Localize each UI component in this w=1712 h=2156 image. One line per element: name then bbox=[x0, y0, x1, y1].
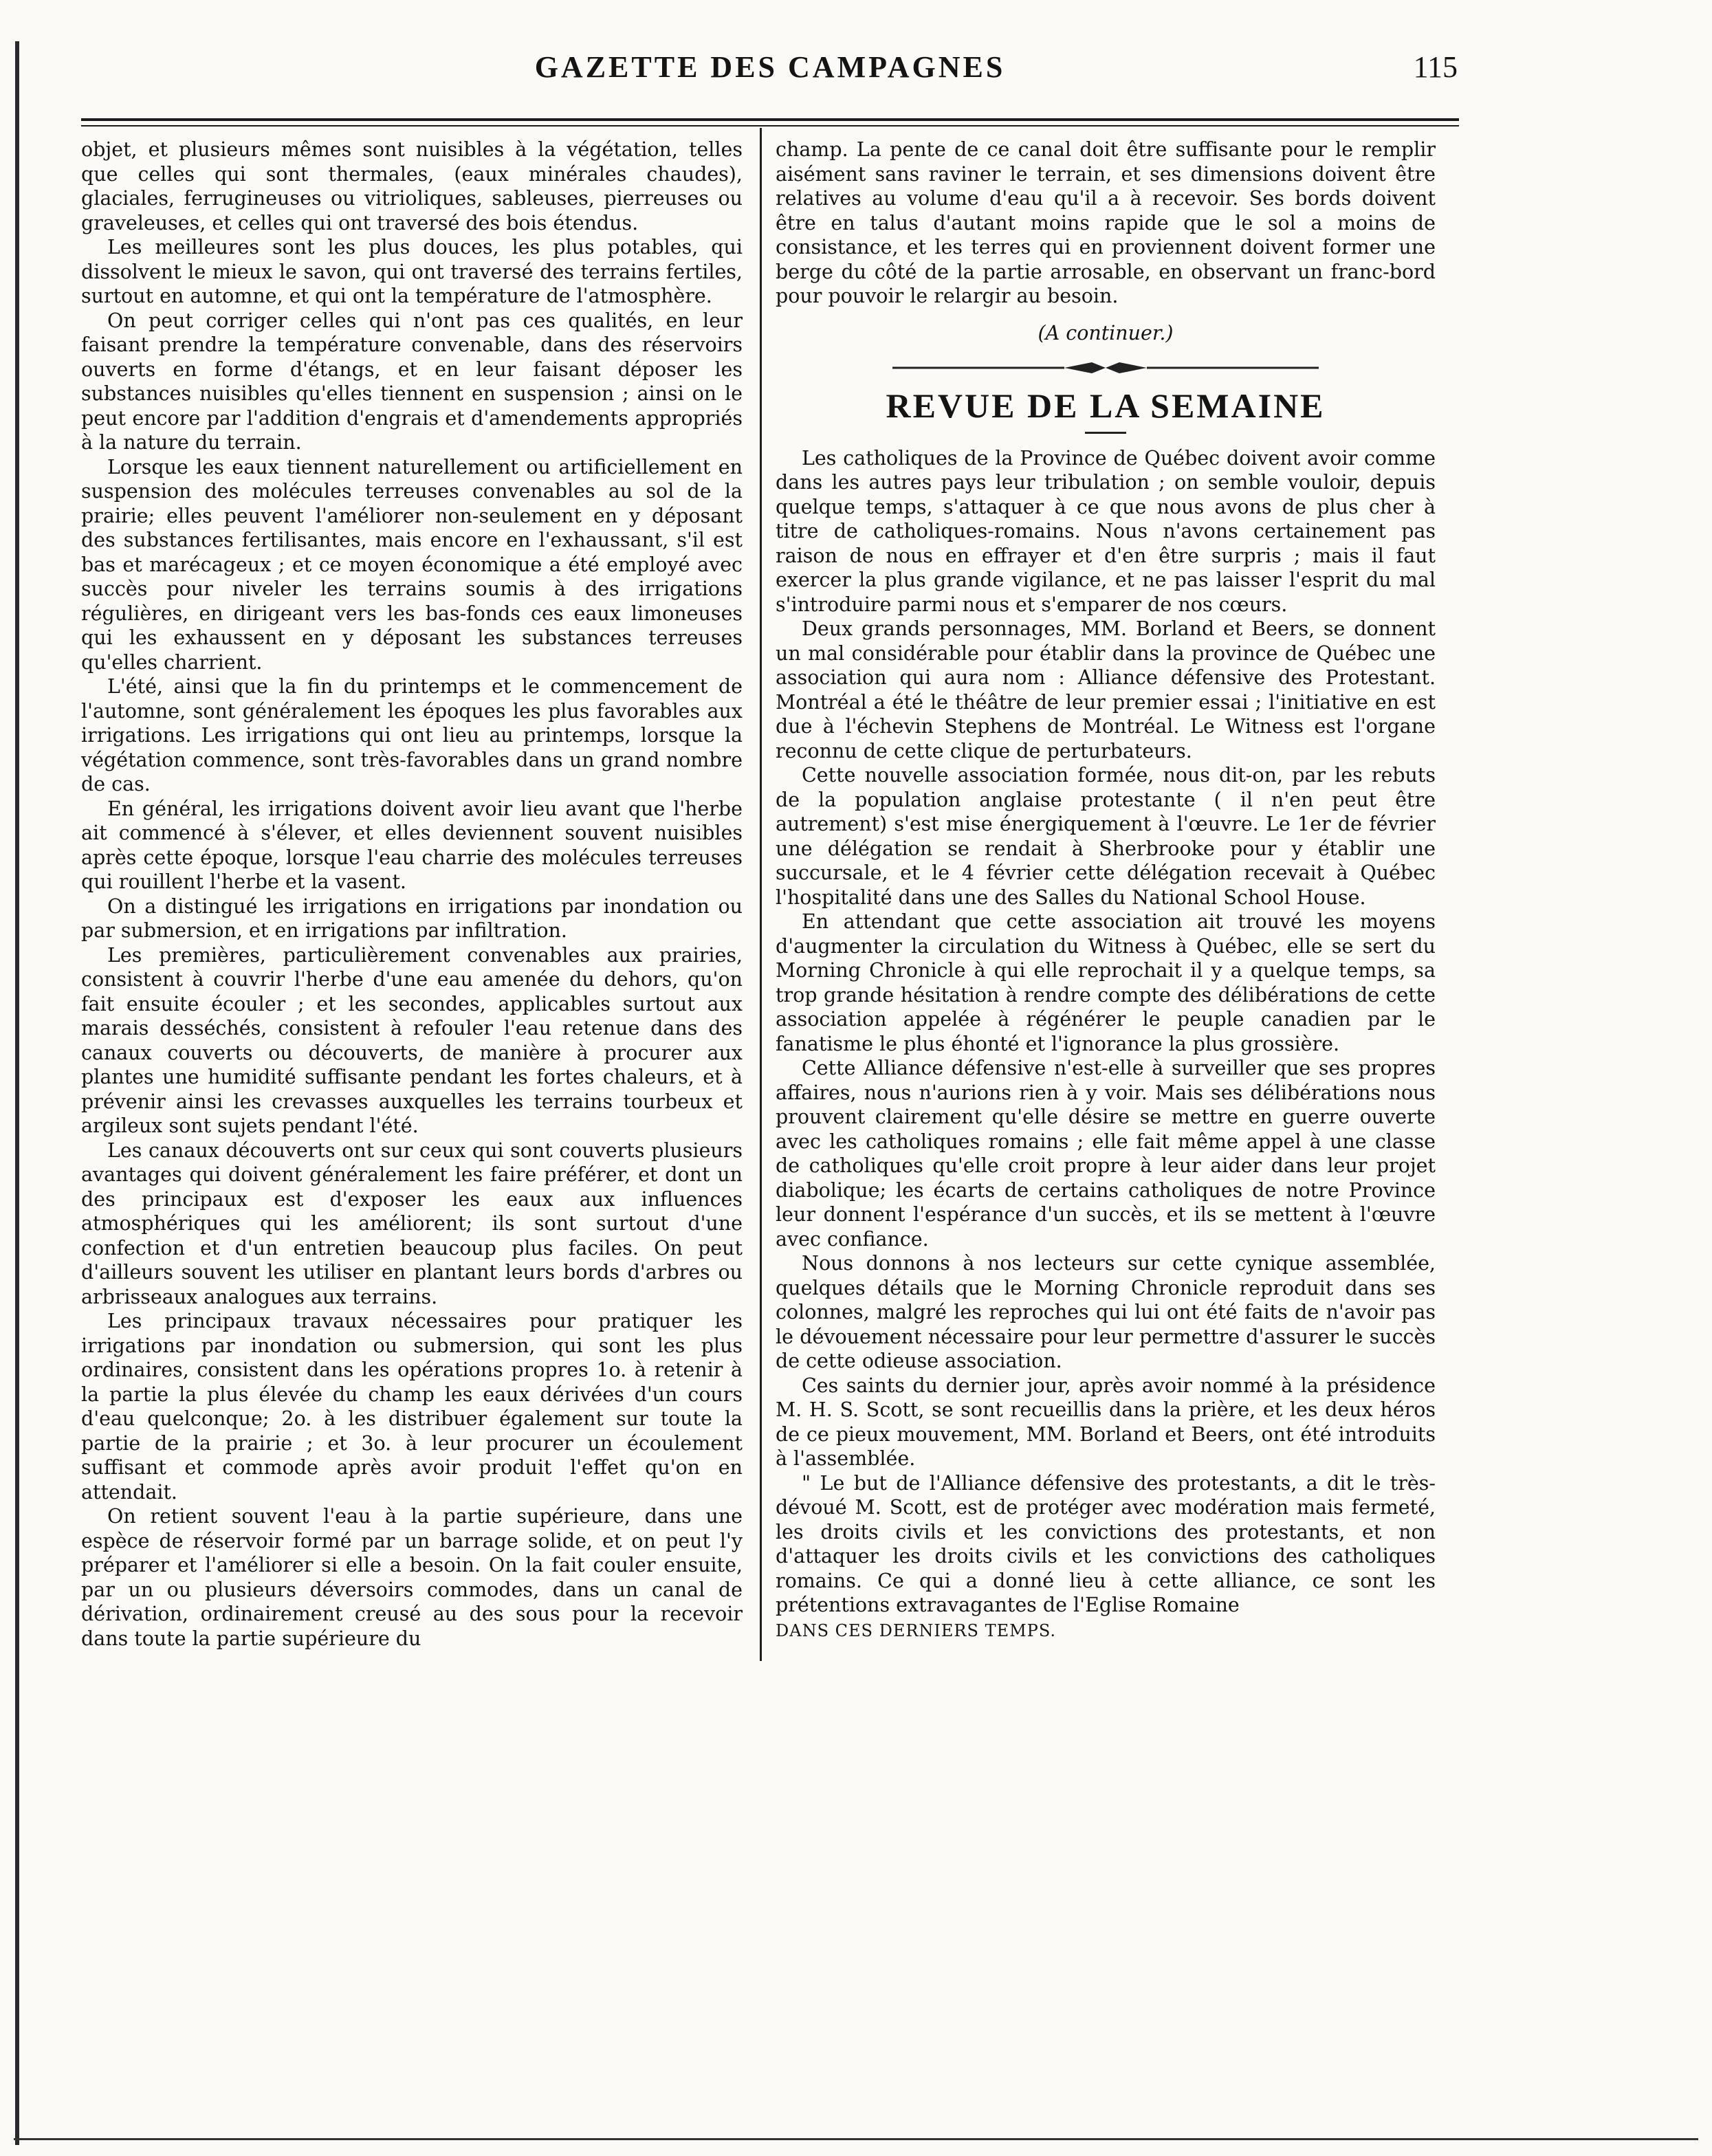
page-number: 115 bbox=[1413, 50, 1458, 84]
paragraph: En attendant que cette association ait trouvé les moyens d'augmenter la circulation du Witness à Québec, elle se sert du Morning Chronicle à qui elle reprochait il y a quelque temps, sa trop grande hésitation à rendre compte des délibérations de cette association appelée à régénérer le peuple canadien par le fanatisme le plus éhonté et l'ignorance la plus grossière. bbox=[776, 910, 1436, 1055]
left-column bbox=[81, 138, 743, 1651]
paragraph: L'été, ainsi que la fin du printemps et le commencement de l'automne, sont généralement les époques les plus favorables aux irrigations. Les irrigations qui ont lieu au printemps, lorsque la végétation commence, sont très-favorables dans un grand nombre de cas. bbox=[81, 675, 743, 795]
to-be-continued: (A continuer.) bbox=[1038, 321, 1174, 344]
paragraph: Les meilleures sont les plus douces, les plus potables, qui dissolvent le mieux le savon, qui ont traversé des terrains fertiles, surtout en automne, et qui ont la température de l'atmosphère. bbox=[81, 236, 743, 307]
paragraph: Deux grands personnages, MM. Borland et Beers, se donnent un mal considérable pour établir dans la province de Québec une association qui aura nom : Alliance défensive des Protestant. Montréal a été le théâtre de leur premier essai ; l'initiative en est due à l'échevin Stephens de Montréal. Le Witness est l'organe reconnu de cette clique de perturbateurs. bbox=[776, 617, 1436, 762]
header-rule bbox=[81, 118, 1459, 121]
paragraph: On retient souvent l'eau à la partie supérieure, dans une espèce de réservoir formé par un barrage solide, et on peut l'y préparer et l'améliorer si elle a besoin. On la fait couler ensuite, par un ou plusieurs déversoirs commodes, dans un canal de dérivation, ordinairement creusé au des sous pour la recevoir dans toute la partie supérieure du bbox=[81, 1505, 743, 1650]
paragraph: " Le but de l'Alliance défensive des protestants, a dit le très-dévoué M. Scott, est de protéger avec modération mais fermeté, les droits civils et les convictions des protestants, et non d'attaquer les droits civils et les convictions des catholiques romains. Ce qui a donné lieu à cette alliance, ce sont les prétentions extravagantes de l'Eglise Romaine bbox=[776, 1471, 1436, 1616]
paragraph: Les premières, particulièrement convenables aux prairies, consistent à couvrir l'herbe d'une eau amenée du dehors, qu'on fait ensuite écouler ; et les secondes, applicables surtout aux marais desséchés, consistent à refouler l'eau retenue dans des canaux couverts ou découverts, de manière à procurer aux plantes une humidité suffisante pendant les fortes chaleurs, et à prévenir ainsi les crevasses auxquelles les terrains tourbeux et argileux sont sujets pendant l'été. bbox=[81, 943, 743, 1137]
title-underline bbox=[1085, 432, 1126, 434]
newspaper-title: GAZETTE DES CAMPAGNES bbox=[534, 50, 1006, 84]
ornament-divider-icon bbox=[776, 356, 1436, 381]
section-title: REVUE DE LA SEMAINE bbox=[886, 386, 1326, 425]
paragraph: Lorsque les eaux tiennent naturellement ou artificiellement en suspension des molécules terreuses convenables au sol de la prairie; elles peuvent l'améliorer non-seulement en y déposant des substances fertilisantes, mais encore en l'exhaussant, s'il est bas et marécageux ; et ce moyen économique a été employé avec succès pour niveler les terrains soumis à des irrigations régulières, en dirigeant vers les bas-fonds ces eaux limoneuses qui les exhaussent en y déposant les substances terreuses qu'elles charrient. bbox=[81, 455, 743, 674]
paragraph: Les canaux découverts ont sur ceux qui sont couverts plusieurs avantages qui doivent généralement les faire préférer, et dont un des principaux est d'exposer les eaux aux influences atmosphériques qui les améliorent; ils sont surtout d'une confection et d'un entretien beaucoup plus faciles. On peut d'ailleurs souvent les utiliser en plantant leurs bords d'arbres ou arbrisseaux analogues aux terrains. bbox=[81, 1138, 743, 1308]
paragraph: Cette Alliance défensive n'est-elle à surveiller que ses propres affaires, nous n'aurions rien à y voir. Mais ses délibérations nous prouvent clairement qu'elle désire se mettre en guerre ouverte avec les catholiques romains ; elle fait même appel à une classe de catholiques qu'elle croit propre à leur aider dans leur projet diabolique; les écarts de certains catholiques de notre Province leur donnent l'espérance d'un succès, et ils se mettent à l'œuvre avec confiance. bbox=[776, 1057, 1436, 1251]
paragraph: champ. La pente de ce canal doit être suffisante pour le remplir aisément sans raviner le terrain, et ses dimensions doivent être relatives au volume d'eau qu'il a à recevoir. Ses bords doivent être en talus d'autant moins rapide que le sol a moins de consistance, et les terres qui en proviennent doivent former une berge du côté de la partie arrosable, en observant un franc-bord pour pouvoir le relargir au besoin. bbox=[776, 138, 1436, 307]
paragraph: Les catholiques de la Province de Québec doivent avoir comme dans les autres pays leur tribulation ; on semble vouloir, depuis quelque temps, s'attaquer à ce que nous avons de plus cher à titre de catholiques-romains. Nous n'avons certainement pas raison de nous en effrayer et d'en être surpris ; mais il faut exercer la plus grande vigilance, et ne pas laisser l'esprit du mal s'introduire parmi nous et s'emparer de nos cœurs. bbox=[776, 446, 1436, 616]
page-header bbox=[83, 43, 1458, 91]
column-divider bbox=[760, 128, 762, 1661]
smallcaps-text: DANS CES DERNIERS TEMPS. bbox=[776, 1620, 1057, 1640]
paragraph: Les principaux travaux nécessaires pour pratiquer les irrigations par inondation ou submersion, qui sont les plus ordinaires, consistent dans les opérations propres 1o. à retenir à la partie la plus élevée du champ les eaux dérivées d'un cours d'eau quelconque; 2o. à les distribuer également sur toute la partie de la prairie ; et 3o. à leur procurer un écoulement suffisant et commode après avoir produit l'effet qu'on en attendait. bbox=[81, 1310, 743, 1504]
header-rule-thin bbox=[81, 125, 1459, 126]
paragraph: objet, et plusieurs mêmes sont nuisibles à la végétation, telles que celles qui sont thermales, (eaux minérales chaudes), glaciales, ferrugineuses ou vitrioliques, sableuses, pierreuses ou graveleuses, et celles qui ont traversé des bois étendus. bbox=[81, 138, 743, 234]
paragraph: On a distingué les irrigations en irrigations par inondation ou par submersion, et en irrigations par infiltration. bbox=[81, 894, 743, 942]
footer-rule bbox=[14, 2138, 1698, 2140]
paragraph-end bbox=[776, 1618, 1436, 1644]
right-column bbox=[776, 138, 1436, 1643]
paragraph: Cette nouvelle association formée, nous dit-on, par les rebuts de la population anglaise protestante ( il n'en peut être autrement) s'est mise énergiquement à l'œuvre. Le 1er de février une délégation se rendait à Sherbrooke pour y établir une succursale, et le 4 février cette délégation recevait à Québec l'hospitalité dans une des Salles du National School House. bbox=[776, 764, 1436, 909]
paragraph: En général, les irrigations doivent avoir lieu avant que l'herbe ait commencé à s'élever, et elles deviennent souvent nuisibles après cette époque, lorsque l'eau charrie des molécules terreuses qui rouillent l'herbe et la vasent. bbox=[81, 797, 743, 893]
paragraph: On peut corriger celles qui n'ont pas ces qualités, en leur faisant prendre la température convenable, dans des réservoirs ouverts en forme d'étangs, et en leur faisant déposer les substances nuisibles qu'elles tiennent en suspension ; ainsi on le peut encore par l'addition d'engrais et d'amendements appropriés à la nature du terrain. bbox=[81, 309, 743, 454]
paragraph: Nous donnons à nos lecteurs sur cette cynique assemblée, quelques détails que le Morning Chronicle reproduit dans ses colonnes, malgré les reproches qui lui ont été faits de n'avoir pas le dévouement nécessaire pour leur permettre d'assurer le succès de cette odieuse association. bbox=[776, 1252, 1436, 1372]
paragraph: Ces saints du dernier jour, après avoir nommé à la présidence M. H. S. Scott, se sont recueillis dans la prière, et les deux héros de ce pieux mouvement, MM. Borland et Beers, ont été introduits à l'assemblée. bbox=[776, 1374, 1436, 1470]
page-left-edge bbox=[15, 41, 19, 2145]
